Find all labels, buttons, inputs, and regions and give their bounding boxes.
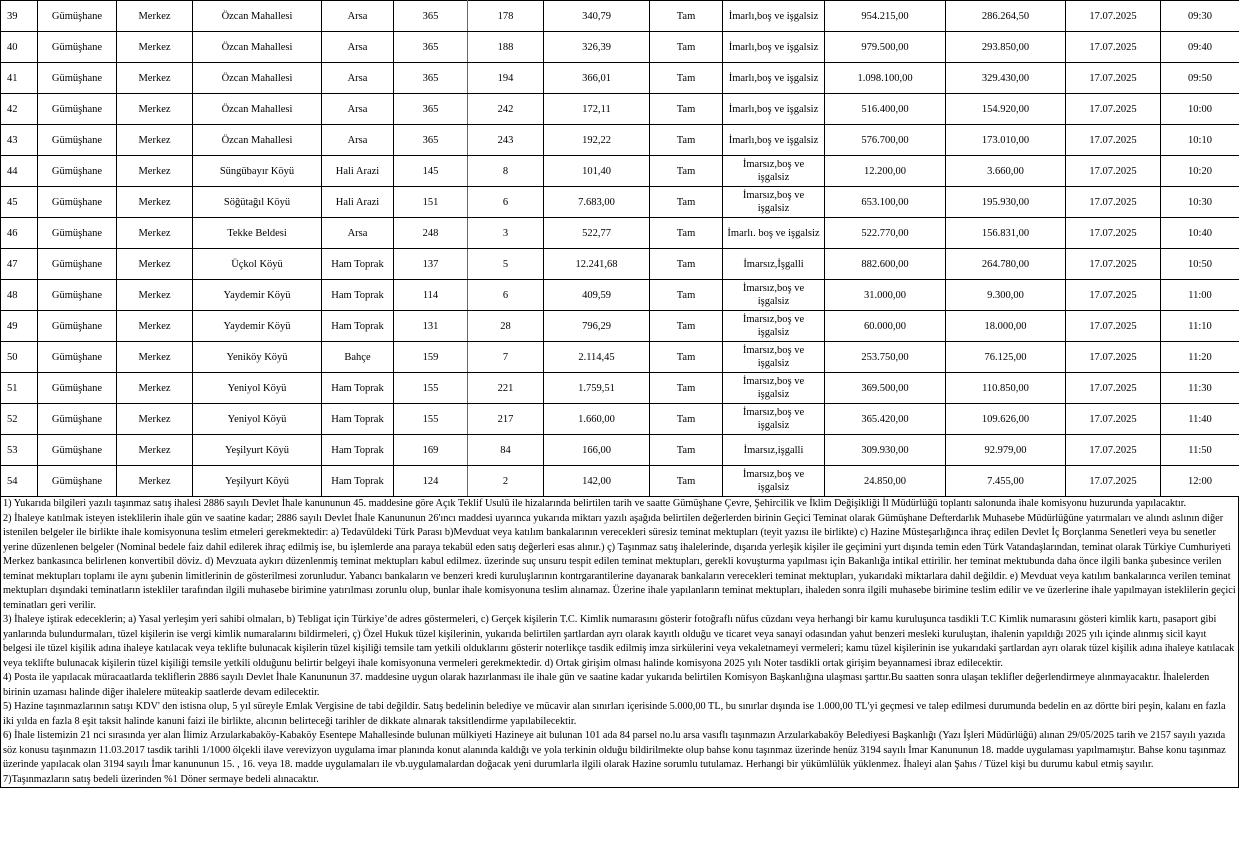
block-cell: 155 — [394, 373, 468, 404]
time-cell: 10:00 — [1161, 94, 1239, 125]
estimated-value-cell: 369.500,00 — [825, 373, 946, 404]
parcel-cell: 221 — [468, 373, 544, 404]
province-cell: Gümüşhane — [38, 94, 117, 125]
district-cell: Merkez — [117, 466, 193, 497]
parcel-cell: 3 — [468, 218, 544, 249]
block-cell: 365 — [394, 32, 468, 63]
neighborhood-cell: Özcan Mahallesi — [193, 94, 322, 125]
neighborhood-cell: Özcan Mahallesi — [193, 32, 322, 63]
parcel-cell: 6 — [468, 280, 544, 311]
property-type-cell: Bahçe — [322, 342, 394, 373]
estimated-value-cell: 31.000,00 — [825, 280, 946, 311]
table-row — [1, 373, 1239, 404]
area-cell: 7.683,00 — [544, 187, 650, 218]
time-cell: 11:20 — [1161, 342, 1239, 373]
block-cell: 248 — [394, 218, 468, 249]
parcel-cell: 178 — [468, 1, 544, 32]
district-cell: Merkez — [117, 311, 193, 342]
table-row — [1, 311, 1239, 342]
row-no: 41 — [1, 63, 38, 94]
status-cell: İmarsız,boş ve işgalsiz — [723, 466, 825, 497]
date-cell: 17.07.2025 — [1066, 218, 1161, 249]
guarantee-cell: 173.010,00 — [946, 125, 1066, 156]
district-cell: Merkez — [117, 249, 193, 280]
province-cell: Gümüşhane — [38, 156, 117, 187]
guarantee-cell: 293.850,00 — [946, 32, 1066, 63]
share-cell: Tam — [650, 435, 723, 466]
date-cell: 17.07.2025 — [1066, 125, 1161, 156]
neighborhood-cell: Yeşilyurt Köyü — [193, 435, 322, 466]
guarantee-cell: 195.930,00 — [946, 187, 1066, 218]
estimated-value-cell: 60.000,00 — [825, 311, 946, 342]
neighborhood-cell: Söğütağıl Köyü — [193, 187, 322, 218]
guarantee-cell: 329.430,00 — [946, 63, 1066, 94]
estimated-value-cell: 522.770,00 — [825, 218, 946, 249]
parcel-cell: 6 — [468, 187, 544, 218]
area-cell: 12.241,68 — [544, 249, 650, 280]
date-cell: 17.07.2025 — [1066, 311, 1161, 342]
note-paragraph: 1) Yukarıda bilgileri yazılı taşınmaz satış ihalesi 2886 sayılı Devlet İhale kanununun 45. maddesine göre Açık Teklif Usulü ile hizalarında belirtilen tarih ve saatte Gümüşhane Çevre, Şehircilik ve İklim Değişikliği İl Müdürlüğü toplantı salonunda ihale komisyonu huzurunda yapılacaktır. — [3, 498, 1187, 509]
district-cell: Merkez — [117, 280, 193, 311]
share-cell: Tam — [650, 32, 723, 63]
property-type-cell: Arsa — [322, 1, 394, 32]
date-cell: 17.07.2025 — [1066, 94, 1161, 125]
date-cell: 17.07.2025 — [1066, 187, 1161, 218]
block-cell: 365 — [394, 94, 468, 125]
parcel-cell: 84 — [468, 435, 544, 466]
share-cell: Tam — [650, 94, 723, 125]
row-no: 47 — [1, 249, 38, 280]
table-row — [1, 63, 1239, 94]
block-cell: 114 — [394, 280, 468, 311]
parcel-cell: 7 — [468, 342, 544, 373]
province-cell: Gümüşhane — [38, 1, 117, 32]
table-row — [1, 218, 1239, 249]
share-cell: Tam — [650, 125, 723, 156]
row-no: 51 — [1, 373, 38, 404]
guarantee-cell: 92.979,00 — [946, 435, 1066, 466]
neighborhood-cell: Özcan Mahallesi — [193, 1, 322, 32]
status-cell: İmarsız,İşgalli — [723, 249, 825, 280]
neighborhood-cell: Yeniköy Köyü — [193, 342, 322, 373]
parcel-cell: 28 — [468, 311, 544, 342]
row-no: 42 — [1, 94, 38, 125]
share-cell: Tam — [650, 1, 723, 32]
area-cell: 1.759,51 — [544, 373, 650, 404]
property-type-cell: Arsa — [322, 32, 394, 63]
share-cell: Tam — [650, 373, 723, 404]
district-cell: Merkez — [117, 187, 193, 218]
status-cell: İmarlı,boş ve işgalsiz — [723, 1, 825, 32]
neighborhood-cell: Yaydemir Köyü — [193, 311, 322, 342]
parcel-cell: 188 — [468, 32, 544, 63]
share-cell: Tam — [650, 156, 723, 187]
share-cell: Tam — [650, 249, 723, 280]
row-no: 50 — [1, 342, 38, 373]
date-cell: 17.07.2025 — [1066, 156, 1161, 187]
time-cell: 09:40 — [1161, 32, 1239, 63]
table-row — [1, 249, 1239, 280]
note-paragraph: 6) İhale listemizin 21 nci sırasında yer alan İlimiz Arzularkabaköy-Kabaköy Esentepe Mahallesinde bulunan mülkiyeti Hazineye ait bulunan 101 ada 84 parsel no.lu arsa vasıflı taşınmazın Arzularkabaköy Belediyesi Başkanlığı (Yazı İşleri Müdürlüğü) alınan 29/05/2025 tarih ve 2157 sayılı yazıda söz konusu taşınmazın 11.03.2017 tasdik tarihli 1/1000 ölçekli ilave verevizyon uygulama imar planında konut alanında kaldığı ve yola terkinin olduğu bildirilmekte olup bahse konu taşınmaz üzerinde henüz 3194 sayılı İmar Kanununun 18. madde uygulaması yapılmamıştır. Bahse konu taşınmaz üzerinde yapılacak olan 3194 sayılı İmar kanununun 15. , 16. veya 18. madde uygulamaları ile vb.uygulamalardan doğacak yeni durumlarla ilgili olarak Hazine sorumlu tutulamaz. Herhangi bir yükümlülük yüklenmez. İhaleyi alan Şahıs / Tüzel kişi bu durumu kabul etmiş sayılır. — [3, 730, 1226, 770]
parcel-cell: 194 — [468, 63, 544, 94]
block-cell: 131 — [394, 311, 468, 342]
date-cell: 17.07.2025 — [1066, 435, 1161, 466]
province-cell: Gümüşhane — [38, 249, 117, 280]
time-cell: 10:50 — [1161, 249, 1239, 280]
guarantee-cell: 110.850,00 — [946, 373, 1066, 404]
guarantee-cell: 154.920,00 — [946, 94, 1066, 125]
status-cell: İmarsız,boş ve işgalsiz — [723, 373, 825, 404]
property-type-cell: Ham Toprak — [322, 466, 394, 497]
status-cell: İmarlı,boş ve işgalsiz — [723, 94, 825, 125]
parcel-cell: 217 — [468, 404, 544, 435]
date-cell: 17.07.2025 — [1066, 249, 1161, 280]
area-cell: 192,22 — [544, 125, 650, 156]
note-paragraph: 7)Taşınmazların satış bedeli üzerinden %1 Döner sermaye bedeli alınacaktır. — [3, 773, 319, 785]
property-type-cell: Arsa — [322, 218, 394, 249]
block-cell: 169 — [394, 435, 468, 466]
status-cell: İmarsız,boş ve işgalsiz — [723, 156, 825, 187]
block-cell: 137 — [394, 249, 468, 280]
parcel-cell: 2 — [468, 466, 544, 497]
row-no: 49 — [1, 311, 38, 342]
share-cell: Tam — [650, 404, 723, 435]
property-type-cell: Ham Toprak — [322, 249, 394, 280]
province-cell: Gümüşhane — [38, 342, 117, 373]
block-cell: 151 — [394, 187, 468, 218]
table-row — [1, 1, 1239, 32]
table-row — [1, 187, 1239, 218]
time-cell: 11:00 — [1161, 280, 1239, 311]
table-row — [1, 404, 1239, 435]
row-no: 53 — [1, 435, 38, 466]
status-cell: İmarsız,boş ve işgalsiz — [723, 311, 825, 342]
row-no: 44 — [1, 156, 38, 187]
parcel-cell: 8 — [468, 156, 544, 187]
parcel-cell: 242 — [468, 94, 544, 125]
district-cell: Merkez — [117, 94, 193, 125]
share-cell: Tam — [650, 466, 723, 497]
property-type-cell: Arsa — [322, 125, 394, 156]
status-cell: İmarlı. boş ve işgalsiz — [723, 218, 825, 249]
share-cell: Tam — [650, 63, 723, 94]
time-cell: 11:40 — [1161, 404, 1239, 435]
neighborhood-cell: Yeniyol Köyü — [193, 373, 322, 404]
area-cell: 142,00 — [544, 466, 650, 497]
neighborhood-cell: Yaydemir Köyü — [193, 280, 322, 311]
status-cell: İmarsız,işgalli — [723, 435, 825, 466]
guarantee-cell: 109.626,00 — [946, 404, 1066, 435]
province-cell: Gümüşhane — [38, 63, 117, 94]
estimated-value-cell: 309.930,00 — [825, 435, 946, 466]
estimated-value-cell: 882.600,00 — [825, 249, 946, 280]
time-cell: 11:50 — [1161, 435, 1239, 466]
district-cell: Merkez — [117, 404, 193, 435]
province-cell: Gümüşhane — [38, 404, 117, 435]
time-cell: 09:50 — [1161, 63, 1239, 94]
share-cell: Tam — [650, 311, 723, 342]
row-no: 46 — [1, 218, 38, 249]
province-cell: Gümüşhane — [38, 373, 117, 404]
row-no: 39 — [1, 1, 38, 32]
area-cell: 340,79 — [544, 1, 650, 32]
status-cell: İmarlı,boş ve işgalsiz — [723, 32, 825, 63]
guarantee-cell: 264.780,00 — [946, 249, 1066, 280]
status-cell: İmarsız,boş ve işgalsiz — [723, 342, 825, 373]
property-type-cell: Hali Arazi — [322, 187, 394, 218]
guarantee-cell: 286.264,50 — [946, 1, 1066, 32]
property-type-cell: Ham Toprak — [322, 373, 394, 404]
block-cell: 365 — [394, 1, 468, 32]
time-cell: 10:20 — [1161, 156, 1239, 187]
time-cell: 12:00 — [1161, 466, 1239, 497]
estimated-value-cell: 979.500,00 — [825, 32, 946, 63]
area-cell: 366,01 — [544, 63, 650, 94]
date-cell: 17.07.2025 — [1066, 280, 1161, 311]
area-cell: 326,39 — [544, 32, 650, 63]
province-cell: Gümüşhane — [38, 125, 117, 156]
neighborhood-cell: Yeniyol Köyü — [193, 404, 322, 435]
province-cell: Gümüşhane — [38, 466, 117, 497]
status-cell: İmarlı,boş ve işgalsiz — [723, 63, 825, 94]
table-row — [1, 280, 1239, 311]
block-cell: 365 — [394, 63, 468, 94]
time-cell: 10:30 — [1161, 187, 1239, 218]
area-cell: 409,59 — [544, 280, 650, 311]
share-cell: Tam — [650, 218, 723, 249]
time-cell: 11:10 — [1161, 311, 1239, 342]
neighborhood-cell: Süngübayır Köyü — [193, 156, 322, 187]
area-cell: 522,77 — [544, 218, 650, 249]
note-paragraph: 4) Posta ile yapılacak müracaatlarda tekliflerin 2886 sayılı Devlet İhale Kanununun 37. maddesine uygun olarak hazırlanması ile ihale gün ve saatine kadar yukarıda belirtilen Komisyon Başkanlığına ulaşması şarttır.Bu saatten sonra ulaşan teklifler değerlendirmeye alınmayacaktır. İhalelerden birinin uzaması halinde diğer ihalelere müteakip saatlerde devam edilecektir. — [3, 672, 1210, 698]
guarantee-cell: 7.455,00 — [946, 466, 1066, 497]
property-type-cell: Ham Toprak — [322, 280, 394, 311]
date-cell: 17.07.2025 — [1066, 373, 1161, 404]
date-cell: 17.07.2025 — [1066, 466, 1161, 497]
province-cell: Gümüşhane — [38, 218, 117, 249]
estimated-value-cell: 1.098.100,00 — [825, 63, 946, 94]
district-cell: Merkez — [117, 218, 193, 249]
table-row — [1, 466, 1239, 497]
district-cell: Merkez — [117, 32, 193, 63]
province-cell: Gümüşhane — [38, 280, 117, 311]
date-cell: 17.07.2025 — [1066, 63, 1161, 94]
block-cell: 365 — [394, 125, 468, 156]
guarantee-cell: 18.000,00 — [946, 311, 1066, 342]
area-cell: 2.114,45 — [544, 342, 650, 373]
share-cell: Tam — [650, 280, 723, 311]
neighborhood-cell: Yeşilyurt Köyü — [193, 466, 322, 497]
neighborhood-cell: Tekke Beldesi — [193, 218, 322, 249]
district-cell: Merkez — [117, 373, 193, 404]
date-cell: 17.07.2025 — [1066, 32, 1161, 63]
date-cell: 17.07.2025 — [1066, 404, 1161, 435]
row-no: 43 — [1, 125, 38, 156]
province-cell: Gümüşhane — [38, 32, 117, 63]
time-cell: 10:40 — [1161, 218, 1239, 249]
guarantee-cell: 76.125,00 — [946, 342, 1066, 373]
district-cell: Merkez — [117, 435, 193, 466]
share-cell: Tam — [650, 342, 723, 373]
block-cell: 145 — [394, 156, 468, 187]
estimated-value-cell: 365.420,00 — [825, 404, 946, 435]
district-cell: Merkez — [117, 156, 193, 187]
table-row — [1, 94, 1239, 125]
estimated-value-cell: 576.700,00 — [825, 125, 946, 156]
neighborhood-cell: Özcan Mahallesi — [193, 125, 322, 156]
neighborhood-cell: Üçkol Köyü — [193, 249, 322, 280]
guarantee-cell: 9.300,00 — [946, 280, 1066, 311]
time-cell: 11:30 — [1161, 373, 1239, 404]
status-cell: İmarsız,boş ve işgalsiz — [723, 280, 825, 311]
block-cell: 155 — [394, 404, 468, 435]
parcel-cell: 5 — [468, 249, 544, 280]
guarantee-cell: 156.831,00 — [946, 218, 1066, 249]
estimated-value-cell: 954.215,00 — [825, 1, 946, 32]
property-type-cell: Ham Toprak — [322, 404, 394, 435]
estimated-value-cell: 24.850,00 — [825, 466, 946, 497]
status-cell: İmarsız,boş ve işgalsiz — [723, 404, 825, 435]
neighborhood-cell: Özcan Mahallesi — [193, 63, 322, 94]
table-row — [1, 125, 1239, 156]
property-type-cell: Hali Arazi — [322, 156, 394, 187]
parcel-cell: 243 — [468, 125, 544, 156]
area-cell: 101,40 — [544, 156, 650, 187]
estimated-value-cell: 653.100,00 — [825, 187, 946, 218]
note-paragraph: 2) İhaleye katılmak isteyen isteklilerin ihale gün ve saatine kadar; 2886 sayılı Devlet İhale Kanununun 26'ıncı maddesi uyarınca yukarıda miktarı yazılı aşağıda belirtilen değerlerden birinin Geçici Teminat olarak Gümüşhane Defterdarlık Muhasebe Müdürlüğüne yatırmaları ve alındı aslının diğer istenilen belgeler ile birlikte ihale komisyonuna teslim etmeleri gerekmektedir: a) Tedavüldeki Türk Parası b)Mevduat veya katılım bankalarının verecekleri süresiz teminat mektupları (teyit yazısı ile birlikte) c) Hazine Müsteşarlığınca ihraç edilen Devlet İç Borçlanma Senetleri veya bu senetler yerine düzenlenen belgeler (Nominal bedele faiz dahil edilerek ihraç edilmiş ise, bu işlemlerde ana paraya tekabül eden satış değerleri esas alınır.) ç) Taşınmaz satış ihalelerinde, dışarıda yerleşik kişiler ile geçimini yurt dışında temin eden Türk Vatandaşlarından, teminat olarak Türkiye Cumhuriyeti Merkez bankasınca belirlenen konvertibil döviz. d) Mevzuata aykırı düzenlenmiş teminat mektupları kabul edilmez. üzerinde suç unsuru tespit edilen teminat mektupları, gerekli kovuşturma yapılması için Bakanlığa intikal ettirilir. her teminat mektubunda daha önce ilgili banka şubesince verilen teminat mektupları toplamı ile aynı şubenin limitlerinin de gösterilmesi zorunludur. Yabancı bankaların ve benzeri kredi kuruluşlarının kontrgarantilerine dayanarak bankaların verecekleri teminat mektupları, yukarıdaki miktarlara dahil değildir. e) Mevduat veya katılım bankalarınca verilen teminat mektupları dışındaki teminatların istekliler tarafından ilgili muhasebe birimine yatırılması zorunlu olup, bunlar ihale komisyonuna teslim alınamaz. Üzerine ihale yapılanların teminat mektupları, ihaleden sonra ilgili muhasebe birimine teslim edilir ve ve üzerlerine ihale yapılmayan isteklilerin geçici teminatları geri verilir. — [3, 512, 1236, 611]
table-row — [1, 342, 1239, 373]
estimated-value-cell: 12.200,00 — [825, 156, 946, 187]
area-cell: 796,29 — [544, 311, 650, 342]
block-cell: 159 — [394, 342, 468, 373]
table-body — [1, 1, 1239, 497]
row-no: 52 — [1, 404, 38, 435]
time-cell: 10:10 — [1161, 125, 1239, 156]
status-cell: İmarsız,boş ve işgalsiz — [723, 187, 825, 218]
property-type-cell: Arsa — [322, 63, 394, 94]
district-cell: Merkez — [117, 1, 193, 32]
row-no: 45 — [1, 187, 38, 218]
district-cell: Merkez — [117, 342, 193, 373]
guarantee-cell: 3.660,00 — [946, 156, 1066, 187]
time-cell: 09:30 — [1161, 1, 1239, 32]
province-cell: Gümüşhane — [38, 187, 117, 218]
row-no: 40 — [1, 32, 38, 63]
estimated-value-cell: 253.750,00 — [825, 342, 946, 373]
area-cell: 1.660,00 — [544, 404, 650, 435]
table-row — [1, 156, 1239, 187]
share-cell: Tam — [650, 187, 723, 218]
district-cell: Merkez — [117, 125, 193, 156]
property-type-cell: Arsa — [322, 94, 394, 125]
table-row — [1, 32, 1239, 63]
note-paragraph: 3) İhaleye iştirak edeceklerin; a) Yasal yerleşim yeri sahibi olmaları, b) Tebligat için Türkiye’de adres göstermeleri, c) Gerçek kişilerin T.C. Kimlik numarasını gösterir fotoğraflı nüfus cüzdanı veya herhangi bir kamu kuruluşunca tasdikli T.C Kimlik numarasını gösteri kimlik kartı, pasaport gibi yanlarında bulundurmaları, tüzel kişilerin ise vergi kimlik numaralarını bildirmeleri, ç) Özel Hukuk tüzel kişilerinin, yukarıda belirtilen şartlardan ayrı olarak kayıtlı olduğu ve ticaret veya sanayi odasından yahut benzeri mesleki kuruluştan, ihalenin yapıldığı 2025 yılı içinde alınmış sicil kayıt belgesi ile tüzel kişilik adına ihaleye katılacak veya teklifte bulunacak kişilerin tüzel kişiliği temsile tam yetkili olduklarını gösterir noterlikçe tasdik edilmiş imza sirkülerini veya vekaletnameyi vermeleri; kamu tüzel kişilerinin ise yukarıdaki şartlardan ayrı olarak tüzel kişilik adına ihaleye katılacak veya teklifte bulunacak kişilerin tüzel kişiliği temsile yetkili olduğunu belirtir belgeyi ihale komisyonuna vermeleri gerekmektedir. d) Ortak girişim olması halinde komisyona 2025 yılı Noter tasdikli ortak girişim beyannamesi ibraz edilecektir. — [3, 614, 1235, 669]
property-type-cell: Ham Toprak — [322, 311, 394, 342]
block-cell: 124 — [394, 466, 468, 497]
row-no: 48 — [1, 280, 38, 311]
table-row — [1, 435, 1239, 466]
property-type-cell: Ham Toprak — [322, 435, 394, 466]
date-cell: 17.07.2025 — [1066, 1, 1161, 32]
province-cell: Gümüşhane — [38, 435, 117, 466]
note-paragraph: 5) Hazine taşınmazlarının satışı KDV' den istisna olup, 5 yıl süreyle Emlak Vergisine de tabi değildir. Satış bedelinin belediye ve mücavir alan sınırları içerisinde 5.000,00 TL, bu sınırlar dışında ise 1.000,00 TL'yi geçmesi ve talep edilmesi durumunda bedelin en az dörtte biri peşin, kalanı en fazla iki yılda en fazla 8 eşit taksit halinde kanuni faizi ile birlikte, alıcının belirteceği tarihler de dikkate alınarak taksitlendirme yapılabilecektir. — [3, 701, 1226, 727]
date-cell: 17.07.2025 — [1066, 342, 1161, 373]
status-cell: İmarlı,boş ve işgalsiz — [723, 125, 825, 156]
row-no: 54 — [1, 466, 38, 497]
area-cell: 166,00 — [544, 435, 650, 466]
province-cell: Gümüşhane — [38, 311, 117, 342]
district-cell: Merkez — [117, 63, 193, 94]
estimated-value-cell: 516.400,00 — [825, 94, 946, 125]
area-cell: 172,11 — [544, 94, 650, 125]
auction-notes — [0, 497, 1239, 788]
